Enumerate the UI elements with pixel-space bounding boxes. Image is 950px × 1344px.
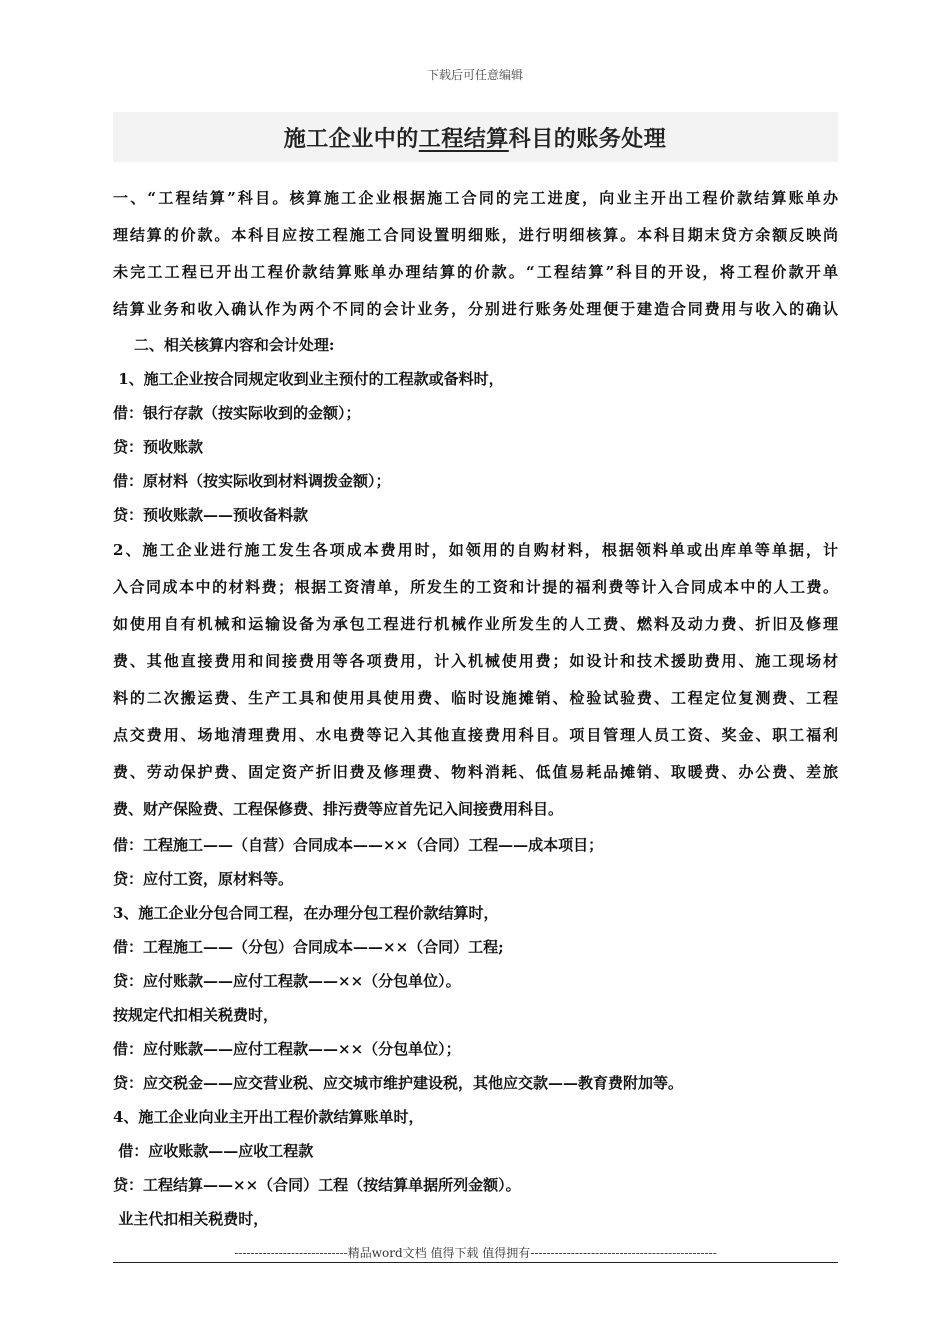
entry-line: 借：应收账款——应收工程款 (113, 1142, 314, 1160)
paragraph-line: 业主代扣相关税费时， (113, 1210, 269, 1228)
paragraph-line: 费、其他直接费用和间接费用等各项费用，计入机械使用费；如设计和技术援助费用、施工现场材 (113, 652, 838, 670)
entry-line: 贷：应交税金——应交营业税、应交城市维护建设税，其他应交款——教育费附加等。 (113, 1074, 684, 1092)
paragraph-line: 按规定代扣相关税费时， (113, 1006, 279, 1024)
paragraph-line: 一、“工程结算”科目。核算施工企业根据施工合同的完工进度，向业主开出工程价款结算账单办 (113, 189, 838, 207)
footer-rule (113, 1262, 838, 1263)
paragraph-line: 费、劳动保护费、固定资产折旧费及修理费、物料消耗、低值易耗品摊销、取暖费、办公费、差旅 (113, 763, 838, 781)
paragraph-line: 如使用自有机械和运输设备为承包工程进行机械作业所发生的人工费、燃料及动力费、折旧及修理 (113, 615, 838, 633)
entry-line: 贷：预收账款 (113, 438, 204, 456)
title-part2: 科目的账务处理 (508, 127, 667, 152)
entry-line: 借：应付账款——应付工程款——××（分包单位）； (113, 1040, 461, 1058)
header-note: 下载后可任意编辑 (426, 68, 523, 82)
entry-line: 借：原材料（按实际收到材料调拨金额）； (113, 472, 391, 490)
section-heading: 二、相关核算内容和会计处理: (113, 336, 335, 354)
paragraph-line: 4、施工企业向业主开出工程价款结算账单时， (113, 1108, 424, 1126)
paragraph-line: 结算业务和收入确认作为两个不同的会计业务，分别进行账务处理便于建造合同费用与收入的确认 (113, 300, 838, 318)
entry-line: 借：工程施工——（分包）合同成本——××（合同）工程; (113, 938, 504, 956)
paragraph-line: 点交费用、场地清理费用、水电费等记入其他直接费用科目。项目管理人员工资、奖金、职工福利 (113, 726, 838, 744)
paragraph-line: 料的二次搬运费、生产工具和使用具使用费、临时设施摊销、检验试验费、工程定位复测费、工程 (113, 689, 838, 707)
entry-line: 借：工程施工——（自营）合同成本——××（合同）工程——成本项目； (113, 836, 604, 854)
entry-line: 贷：预收账款——预收备料款 (113, 506, 309, 524)
paragraph-line: 未完工工程已开出工程价款结算账单办理结算的价款。“工程结算”科目的开设，将工程价款开单 (113, 263, 838, 281)
entry-line: 贷：工程结算——××（合同）工程（按结算单据所列金额）。 (113, 1176, 521, 1194)
entry-line: 借：银行存款（按实际收到的金额）； (113, 404, 361, 422)
title-part1: 施工企业中的 (283, 127, 419, 152)
paragraph-line: 入合同成本中的材料费；根据工资清单，所发生的工资和计提的福利费等计入合同成本中的人工费。 (113, 578, 838, 596)
footer-text: ----------------------------精品word文档 值得下载 值得拥有---------------------------------------------- (234, 1246, 717, 1260)
title-underlined: 工程结算 (418, 127, 509, 152)
entry-line: 贷：应付工资，原材料等。 (113, 870, 294, 888)
paragraph-line: 费、财产保险费、工程保修费、排污费等应首先记入间接费用科目。 (113, 800, 564, 818)
paragraph-line: 1、施工企业按合同规定收到业主预付的工程款或备料时， (113, 370, 504, 388)
page-title (0, 122, 950, 153)
paragraph-line: 理结算的价款。本科目应按工程施工合同设置明细账，进行明细核算。本科目期末贷方余额反映尚 (113, 226, 838, 244)
paragraph-line: 2、施工企业进行施工发生各项成本费用时，如领用的自购材料，根据领料单或出库单等单据，计 (113, 541, 838, 559)
entry-line: 贷：应付账款——应付工程款——××（分包单位）。 (113, 972, 461, 990)
paragraph-line: 3、施工企业分包合同工程，在办理分包工程价款结算时， (113, 904, 499, 922)
document-body (113, 180, 838, 1236)
